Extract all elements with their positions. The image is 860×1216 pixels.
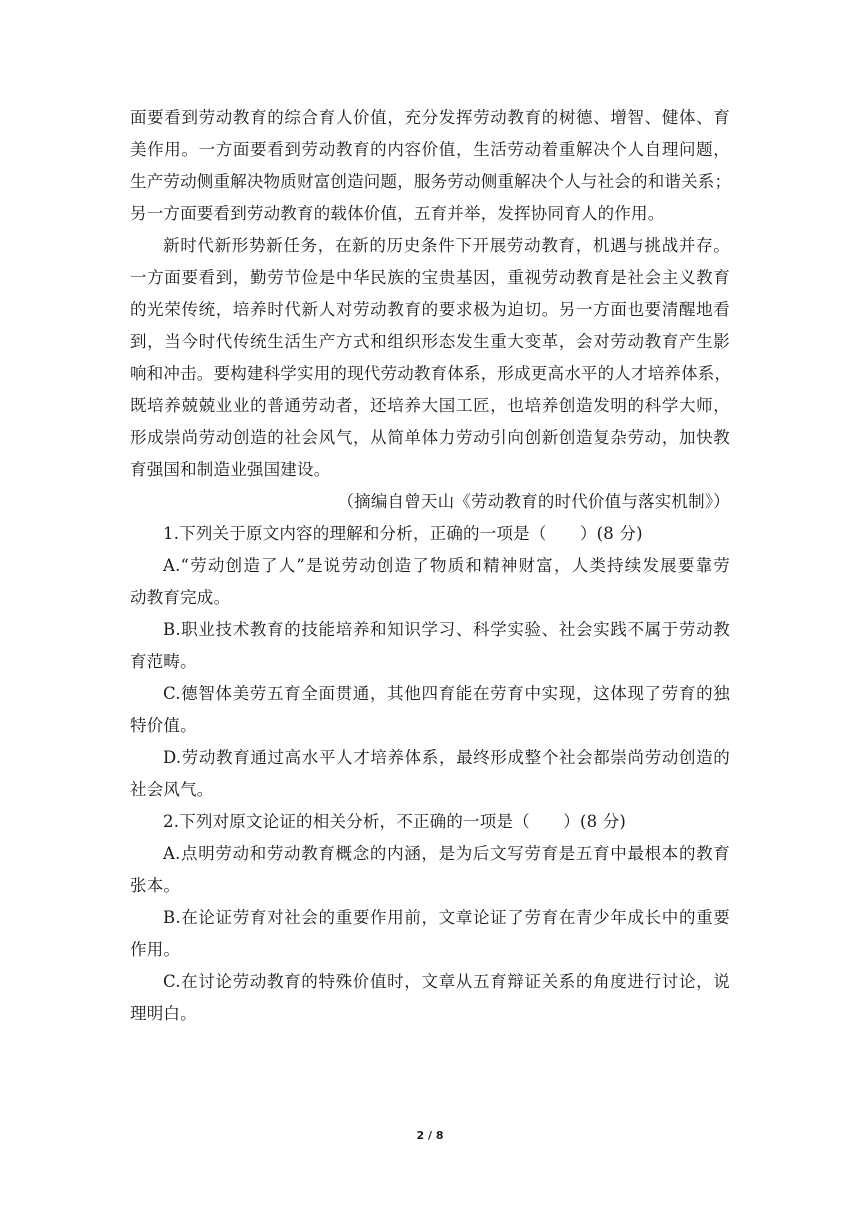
text-line: 生产劳动侧重解决物质财富创造问题，服务劳动侧重解决个人与社会的和谐关系； [130, 172, 732, 191]
option-b-continuation: 作用。 [130, 940, 181, 959]
source-citation: （摘编自曾天山《劳动教育的时代价值与落实机制》） [337, 492, 730, 511]
text-line: 的光荣传统，培养时代新人对劳动教育的要求极为迫切。另一方面也要清醒地看 [130, 300, 730, 319]
question-2 [130, 806, 730, 1030]
text-line: 响和冲击。要构建科学实用的现代劳动教育体系，形成更高水平的人才培养体系， [130, 364, 732, 383]
text-line: 既培养兢兢业业的普通劳动者，还培养大国工匠，也培养创造发明的科学大师， [130, 396, 730, 415]
question-stem: 1.下列关于原文内容的理解和分析，正确的一项是（ ）(8 分) [163, 524, 643, 543]
text-line: 形成崇尚劳动创造的社会风气，从简单体力劳动引向创新创造复杂劳动，加快教 [130, 428, 730, 447]
option-a: A.点明劳动和劳动教育概念的内涵，是为后文写劳育是五育中最根本的教育 [163, 844, 730, 863]
question-stem: 2.下列对原文论证的相关分析，不正确的一项是（ ）(8 分) [163, 812, 627, 831]
option-a-continuation: 张本。 [130, 876, 181, 895]
text-line: 面要看到劳动教育的综合育人价值，充分发挥劳动教育的树德、增智、健体、育 [130, 108, 730, 127]
option-d-continuation: 社会风气。 [130, 780, 214, 799]
text-line: 一方面要看到，勤劳节俭是中华民族的宝贵基因，重视劳动教育是社会主义教育 [130, 268, 730, 287]
option-b: B.职业技术教育的技能培养和知识学习、科学实验、社会实践不属于劳动教 [163, 620, 730, 639]
option-b: B.在论证劳育对社会的重要作用前，文章论证了劳育在青少年成长中的重要 [163, 908, 730, 927]
text-line: 新时代新形势新任务，在新的历史条件下开展劳动教育，机遇与挑战并存。 [163, 236, 730, 255]
option-a: A.“劳动创造了人”是说劳动创造了物质和精神财富，人类持续发展要靠劳 [163, 556, 730, 575]
option-b-continuation: 育范畴。 [130, 652, 197, 671]
option-c: C.德智体美劳五育全面贯通，其他四育能在劳育中实现，这体现了劳育的独 [163, 684, 730, 703]
text-line: 美作用。一方面要看到劳动教育的内容价值，生活劳动着重解决个人自理问题， [130, 140, 730, 159]
option-d: D.劳动教育通过高水平人才培养体系，最终形成整个社会都崇尚劳动创造的 [163, 748, 730, 767]
option-c: C.在讨论劳动教育的特殊价值时，文章从五育辩证关系的角度进行讨论，说 [163, 972, 730, 991]
text-line: 另一方面要看到劳动教育的载体价值，五育并举，发挥协同育人的作用。 [130, 204, 665, 223]
document-body [130, 102, 730, 1030]
option-c-continuation: 理明白。 [130, 1004, 197, 1023]
text-line: 到，当今时代传统生活生产方式和组织形态发生重大变革，会对劳动教育产生影 [130, 332, 730, 351]
paragraph-comprehensive-value [130, 102, 730, 230]
option-a-continuation: 动教育完成。 [130, 588, 231, 607]
option-c-continuation: 特价值。 [130, 716, 197, 735]
question-1 [130, 518, 730, 806]
page-number: 2 / 8 [416, 1129, 444, 1142]
text-line: 育强国和制造业强国建设。 [130, 460, 331, 479]
paragraph-new-era [130, 230, 730, 486]
